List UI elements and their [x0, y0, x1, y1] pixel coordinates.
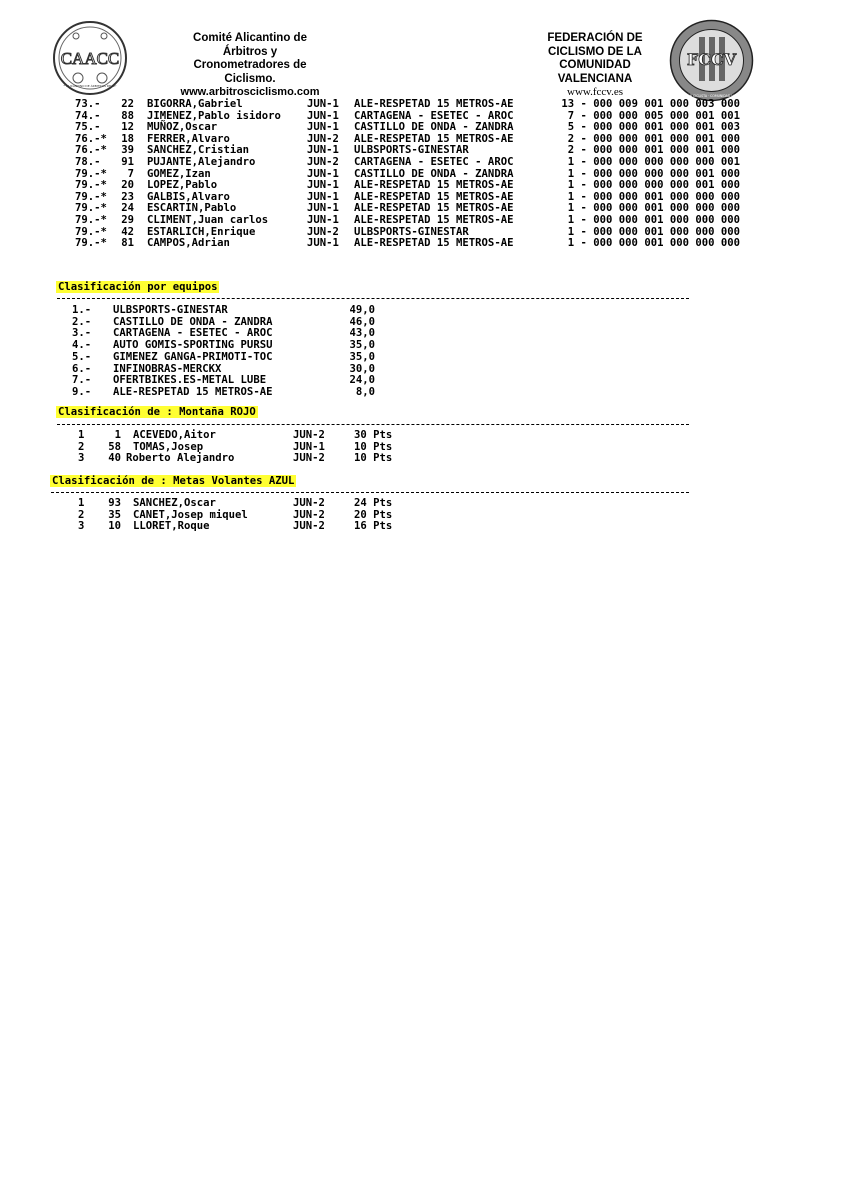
rank-cell: 1	[78, 429, 85, 441]
left-org-header	[150, 32, 350, 100]
dorsal-cell: 93	[108, 497, 121, 509]
rider-name-cell: Roberto Alejandro	[126, 452, 235, 465]
category-cell: JUN-2	[307, 225, 339, 238]
rank-cell: 79.-*	[75, 214, 107, 226]
team-points-cell: 8,0	[355, 385, 375, 398]
team-cell: CARTAGENA - ESETEC - AROC	[354, 156, 514, 168]
montana-section-title: Clasificación de : Montaña ROJO	[58, 406, 256, 418]
points-cell: 1 - 000 000 000 000 000 001	[567, 156, 740, 168]
left-org-line: Cronometradores de	[193, 59, 307, 71]
rank-cell: 6.-	[72, 362, 92, 375]
team-points-cell: 46,0	[349, 315, 375, 328]
category-cell: JUN-2	[293, 497, 325, 509]
team-points-cell: 43,0	[349, 327, 375, 340]
rank-cell: 75.-	[75, 121, 101, 134]
rider-name-cell: CANET,Josep miquel	[133, 508, 248, 521]
fccv-logo-text: FCCV	[686, 50, 737, 69]
team-cell: CASTILLO DE ONDA - ZANDRA	[113, 315, 273, 328]
category-cell: JUN-1	[307, 167, 339, 180]
rider-name-cell: SANCHEZ,Cristian	[147, 144, 250, 157]
table-row	[0, 340, 849, 352]
right-org-line: VALENCIANA	[557, 72, 633, 85]
table-row	[0, 305, 849, 317]
table-row	[0, 180, 849, 192]
team-cell: GIMENEZ GANGA-PRIMOTI-TOC	[113, 350, 273, 363]
caacc-logo	[52, 20, 128, 96]
rider-name-cell: LLORET,Roque	[133, 520, 210, 533]
rider-name-cell: MUÑOZ,Oscar	[147, 121, 218, 134]
rank-cell: 76.-*	[75, 132, 107, 145]
category-cell: JUN-2	[293, 452, 325, 465]
category-cell: JUN-2	[307, 132, 339, 145]
category-cell: JUN-1	[307, 121, 339, 134]
points-cell: 1 - 000 000 001 000 000 000	[567, 202, 740, 215]
team-points-cell: 24,0	[349, 374, 375, 387]
dorsal-cell: 81	[121, 237, 134, 250]
caacc-logo-text: CAACC	[60, 49, 120, 68]
rank-cell: 7.-	[72, 374, 92, 387]
category-cell: JUN-2	[293, 508, 325, 521]
rank-cell: 79.-*	[75, 225, 107, 238]
team-cell: ALE-RESPETAD 15 METROS-AE	[354, 179, 514, 192]
rank-cell: 3.-	[72, 327, 92, 340]
dorsal-cell: 12	[121, 121, 134, 134]
category-cell: JUN-1	[307, 237, 339, 250]
right-org-line: CICLISMO DE LA	[548, 45, 642, 58]
category-cell: JUN-1	[307, 109, 339, 122]
points-cell: 24 Pts	[354, 497, 393, 509]
rider-name-cell: GALBIS,Alvaro	[147, 190, 230, 203]
dorsal-cell: 29	[121, 214, 134, 226]
category-cell: JUN-2	[293, 520, 325, 533]
team-cell: CASTILLO DE ONDA - ZANDRA	[354, 121, 514, 134]
rank-cell: 1.-	[72, 304, 92, 316]
rank-cell: 2.-	[72, 315, 92, 328]
rider-name-cell: PUJANTE,Alejandro	[147, 156, 256, 168]
team-cell: ULBSPORTS-GINESTAR	[354, 144, 469, 157]
category-cell: JUN-1	[307, 98, 339, 110]
table-row	[0, 157, 849, 169]
table-row	[0, 521, 849, 533]
team-cell: ULBSPORTS-GINESTAR	[113, 304, 228, 316]
points-cell: 1 - 000 000 001 000 000 000	[567, 237, 740, 250]
fccv-logo-caption: FEDERACIÓN CICLISTA · COMUNIDAD VALENCIANA	[671, 94, 752, 98]
table-row	[0, 215, 849, 227]
rank-cell: 73.-	[75, 98, 101, 110]
team-cell: CARTAGENA - ESETEC - AROC	[113, 327, 273, 340]
team-cell: OFERTBIKES.ES-METAL LUBE	[113, 374, 267, 387]
team-cell: CASTILLO DE ONDA - ZANDRA	[354, 167, 514, 180]
points-cell: 5 - 000 000 001 000 001 003	[567, 121, 740, 134]
points-cell: 1 - 000 000 000 000 001 000	[567, 179, 740, 192]
teams-divider	[57, 298, 689, 299]
dorsal-cell: 1	[114, 429, 121, 441]
rank-cell: 78.-	[75, 156, 101, 168]
dorsal-cell: 22	[121, 98, 134, 110]
right-org-url[interactable]: www.fccv.es	[567, 86, 623, 98]
dorsal-cell: 88	[121, 109, 134, 122]
left-org-line: Árbitros y	[222, 45, 278, 58]
left-org-url[interactable]: www.arbitrosciclismo.com	[180, 86, 320, 98]
points-cell: 13 - 000 009 001 000 003 000	[561, 98, 740, 110]
rank-cell: 79.-*	[75, 237, 107, 250]
points-cell: 1 - 000 000 001 000 000 000	[567, 190, 740, 203]
teams-section-title: Clasificación por equipos	[58, 281, 218, 293]
rank-cell: 74.-	[75, 109, 101, 122]
rider-name-cell: JIMENEZ,Pablo isidoro	[147, 109, 281, 122]
team-cell: ALE-RESPETAD 15 METROS-AE	[354, 237, 514, 250]
rank-cell: 79.-*	[75, 202, 107, 215]
table-row	[0, 352, 849, 364]
points-cell: 30 Pts	[354, 429, 393, 441]
table-row	[0, 498, 849, 510]
dorsal-cell: 40	[108, 452, 121, 465]
points-cell: 16 Pts	[354, 520, 393, 533]
team-cell: AUTO GOMIS-SPORTING PURSU	[113, 339, 273, 352]
rank-cell: 4.-	[72, 339, 92, 352]
rank-cell: 3	[78, 520, 85, 533]
rider-name-cell: CLIMENT,Juan carlos	[147, 214, 269, 226]
team-cell: ULBSPORTS-GINESTAR	[354, 225, 469, 238]
team-cell: ALE-RESPETAD 15 METROS-AE	[354, 132, 514, 145]
rank-cell: 79.-*	[75, 190, 107, 203]
category-cell: JUN-1	[307, 179, 339, 192]
category-cell: JUN-1	[293, 440, 325, 453]
dorsal-cell: 42	[121, 225, 134, 238]
rider-name-cell: CAMPOS,Adrian	[147, 237, 230, 250]
montana-divider	[57, 424, 689, 425]
points-cell: 10 Pts	[354, 440, 393, 453]
rank-cell: 1	[78, 497, 85, 509]
team-cell: ALE-RESPETAD 15 METROS-AE	[354, 98, 514, 110]
rank-cell: 79.-*	[75, 179, 107, 192]
rank-cell: 5.-	[72, 350, 92, 363]
rider-name-cell: GOMEZ,Izan	[147, 167, 211, 180]
team-points-cell: 30,0	[349, 362, 375, 375]
points-cell: 1 - 000 000 000 000 001 000	[567, 167, 740, 180]
dorsal-cell: 18	[121, 132, 134, 145]
table-row	[0, 375, 849, 387]
fccv-logo	[669, 19, 754, 102]
points-cell: 10 Pts	[354, 452, 393, 465]
left-org-line: Ciclismo.	[224, 72, 276, 85]
team-cell: INFINOBRAS-MERCKX	[113, 362, 222, 375]
points-cell: 7 - 000 000 005 000 001 001	[567, 109, 740, 122]
points-cell: 2 - 000 000 001 000 001 000	[567, 132, 740, 145]
rider-name-cell: ESTARLICH,Enrique	[147, 225, 256, 238]
dorsal-cell: 23	[121, 190, 134, 203]
right-org-header	[520, 32, 670, 100]
dorsal-cell: 24	[121, 202, 134, 215]
rank-cell: 2	[78, 508, 85, 521]
rider-name-cell: SANCHEZ,Oscar	[133, 497, 216, 509]
category-cell: JUN-1	[307, 190, 339, 203]
category-cell: JUN-1	[307, 214, 339, 226]
table-row	[0, 430, 849, 442]
points-cell: 20 Pts	[354, 508, 393, 521]
category-cell: JUN-2	[293, 429, 325, 441]
points-cell: 1 - 000 000 001 000 000 000	[567, 225, 740, 238]
table-row	[0, 453, 849, 465]
dorsal-cell: 10	[108, 520, 121, 533]
category-cell: JUN-2	[307, 156, 339, 168]
rank-cell: 3	[78, 452, 85, 465]
right-org-line: FEDERACIÓN DE	[547, 32, 643, 44]
rider-name-cell: ESCARTIN,Pablo	[147, 202, 237, 215]
category-cell: JUN-1	[307, 144, 339, 157]
rider-name-cell: FERRER,Alvaro	[147, 132, 230, 145]
team-cell: CARTAGENA - ESETEC - AROC	[354, 109, 514, 122]
rank-cell: 2	[78, 440, 85, 453]
team-cell: ALE-RESPETAD 15 METROS-AE	[354, 202, 514, 215]
dorsal-cell: 20	[121, 179, 134, 192]
left-org-line: Comité Alicantino de	[193, 32, 307, 44]
team-cell: ALE-RESPETAD 15 METROS-AE	[113, 385, 273, 398]
dorsal-cell: 35	[108, 508, 121, 521]
dorsal-cell: 39	[121, 144, 134, 157]
dorsal-cell: 91	[121, 156, 134, 168]
dorsal-cell: 7	[127, 167, 134, 180]
right-org-line: COMUNIDAD	[559, 59, 631, 71]
team-cell: ALE-RESPETAD 15 METROS-AE	[354, 190, 514, 203]
table-row	[0, 99, 849, 111]
category-cell: JUN-1	[307, 202, 339, 215]
table-row	[0, 510, 849, 522]
team-points-cell: 35,0	[349, 350, 375, 363]
metas-section-title: Clasificación de : Metas Volantes AZUL	[52, 475, 295, 487]
team-points-cell: 35,0	[349, 339, 375, 352]
table-row	[0, 122, 849, 134]
team-points-cell: 49,0	[349, 304, 375, 316]
rider-name-cell: ACEVEDO,Aitor	[133, 429, 216, 441]
table-row	[0, 238, 849, 250]
points-cell: 2 - 000 000 001 000 001 000	[567, 144, 740, 157]
rank-cell: 9.-	[72, 385, 92, 398]
caacc-logo-caption: COMITÉ ALICANTINO DE ÁRBITROS DE CICLISMO	[53, 84, 127, 88]
rank-cell: 79.-*	[75, 167, 107, 180]
team-cell: ALE-RESPETAD 15 METROS-AE	[354, 214, 514, 226]
rank-cell: 76.-*	[75, 144, 107, 157]
table-row	[0, 387, 849, 399]
points-cell: 1 - 000 000 001 000 000 000	[567, 214, 740, 226]
metas-divider	[51, 492, 689, 493]
rider-name-cell: BIGORRA,Gabriel	[147, 98, 243, 110]
dorsal-cell: 58	[108, 440, 121, 453]
rider-name-cell: LOPEZ,Pablo	[147, 179, 218, 192]
rider-name-cell: TOMAS,Josep	[133, 440, 204, 453]
